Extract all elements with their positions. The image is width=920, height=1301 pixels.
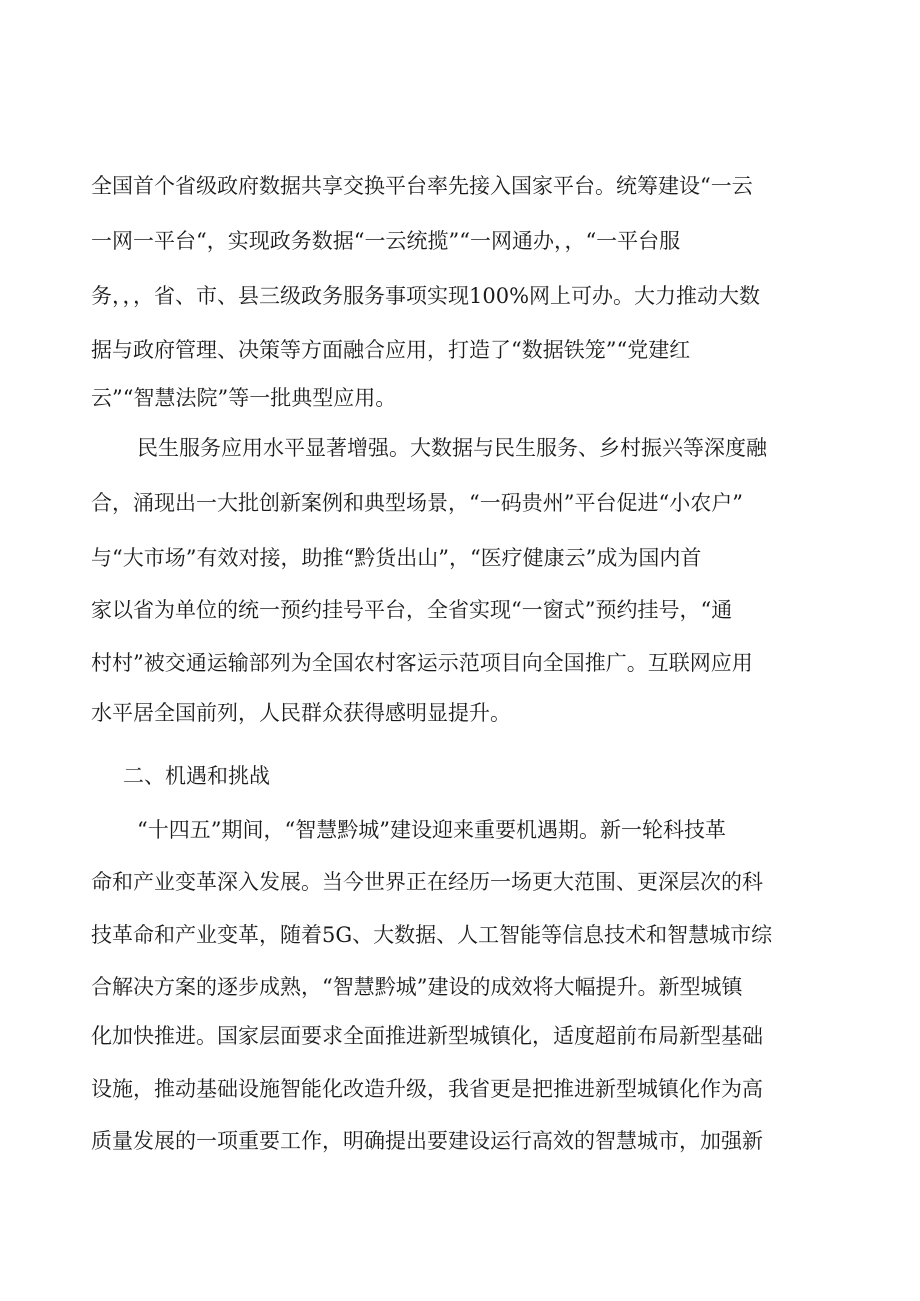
paragraph-opportunity-line-2: 命和产业变革深入发展。当今世界正在经历一场更大范围、更深层次的科 [91,870,763,894]
paragraph-livelihood-line-4: 家以省为单位的统一预约挂号平台，全省实现“一窗式”预约挂号，“通 [91,598,733,622]
paragraph-livelihood-line-6: 水平居全国前列，人民群众获得感明显提升。 [91,701,511,725]
paragraph-data-sharing-line-5: 云”“智慧法院”等一批典型应用。 [91,386,397,410]
paragraph-data-sharing-line-2: 一网一平台“，实现政务数据“一云统揽”“一网通办，，“一平台服 [91,229,681,253]
section-heading: 二、机遇和挑战 [123,764,270,788]
paragraph-livelihood-line-2: 合，涌现出一大批创新案例和典型场景，“一码贵州”平台促进“小农户” [91,491,743,515]
paragraph-data-sharing-line-4: 据与政府管理、决策等方面融合应用，打造了“数据铁笼”“党建红 [91,338,691,362]
paragraph-livelihood-line-5: 村村”被交通运输部列为全国农村客运示范项目向全国推广。互联网应用 [91,651,753,675]
paragraph-data-sharing-line-3: 务，，，省、市、县三级政务服务事项实现100%网上可办。大力推动大数 [91,284,761,308]
paragraph-opportunity-line-1: “十四五”期间，“智慧黔城”建设迎来重要机遇期。新一轮科技革 [137,818,726,842]
paragraph-data-sharing-line-1: 全国首个省级政府数据共享交换平台率先接入国家平台。统筹建设“一云 [91,174,753,198]
paragraph-opportunity-line-3: 技革命和产业变革，随着5G、大数据、人工智能等信息技术和智慧城市综 [91,923,773,947]
paragraph-opportunity-line-4: 合解决方案的逐步成熟，“智慧黔城”建设的成效将大幅提升。新型城镇 [91,975,743,999]
paragraph-opportunity-line-6: 设施，推动基础设施智能化改造升级，我省更是把推进新型城镇化作为高 [91,1077,763,1101]
paragraph-opportunity-line-5: 化加快推进。国家层面要求全面推进新型城镇化，适度超前布局新型基础 [91,1024,763,1048]
paragraph-livelihood-line-3: 与“大市场”有效对接，助推“黔货出山”，“医疗健康云”成为国内首 [91,546,702,570]
paragraph-livelihood-line-1: 民生服务应用水平显著增强。大数据与民生服务、乡村振兴等深度融 [137,436,767,460]
paragraph-opportunity-line-7: 质量发展的一项重要工作，明确提出要建设运行高效的智慧城市，加强新 [91,1129,763,1153]
